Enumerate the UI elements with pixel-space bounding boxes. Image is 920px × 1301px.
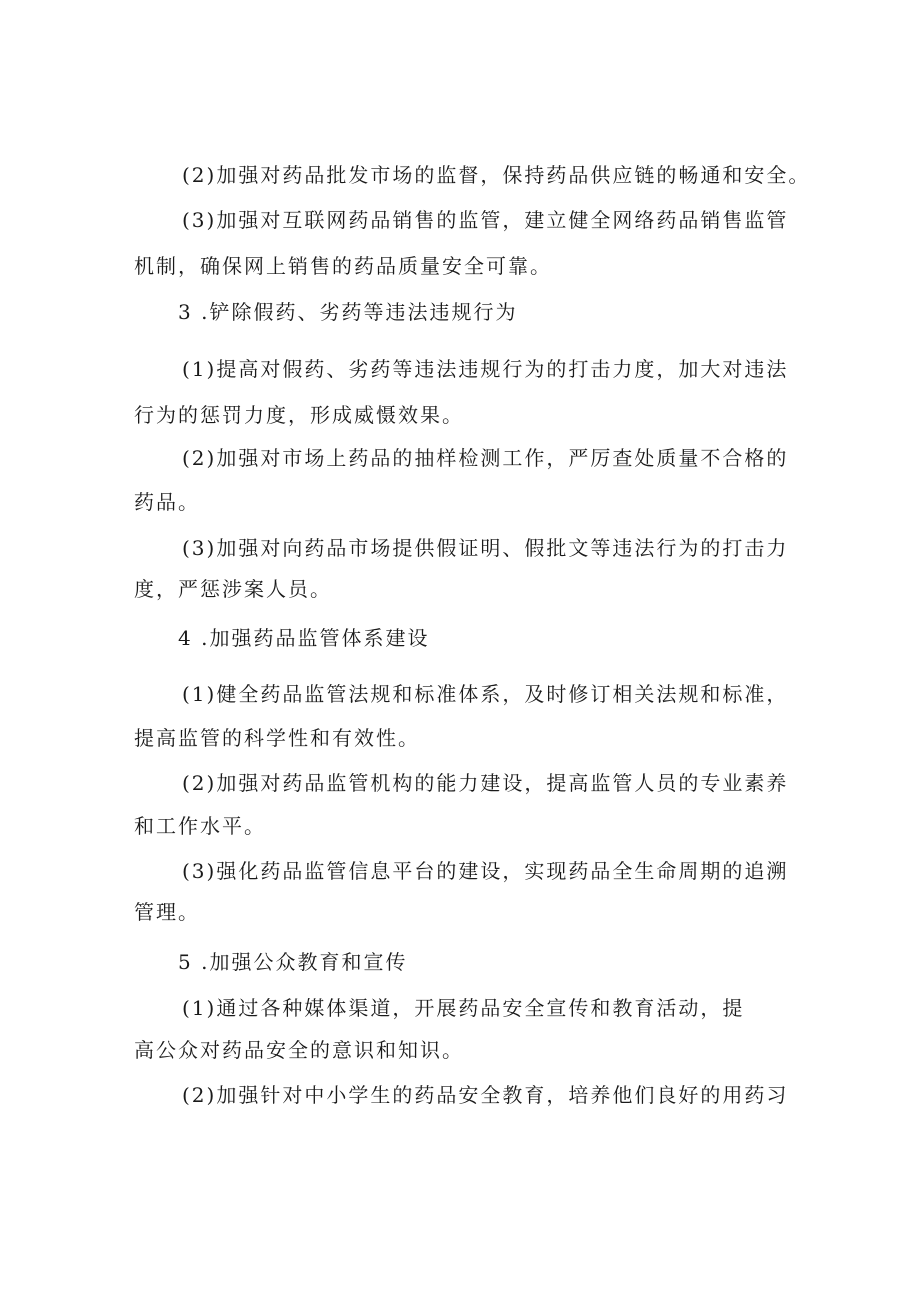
paragraph-line: (1)提高对假药、劣药等违法违规行为的打击力度，加大对违法 (182, 357, 789, 381)
paragraph-line: 高公众对药品安全的意识和知识。 (134, 1038, 464, 1062)
paragraph-line: 度，严惩涉案人员。 (134, 577, 332, 601)
paragraph-line: 药品。 (134, 490, 200, 514)
paragraph-line: (3)加强对互联网药品销售的监管，建立健全网络药品销售监管 (182, 208, 789, 232)
paragraph-line: (2)加强对市场上药品的抽样检测工作，严厉查处质量不合格的 (182, 446, 789, 470)
paragraph-line: (3)强化药品监管信息平台的建设，实现药品全生命周期的追溯 (182, 859, 789, 883)
paragraph-line: (3)加强对向药品市场提供假证明、假批文等违法行为的打击力 (182, 536, 789, 560)
paragraph-line: 提高监管的科学性和有效性。 (134, 726, 420, 750)
paragraph-line: (2)加强对药品批发市场的监督，保持药品供应链的畅通和安全。 (182, 163, 811, 187)
section-heading-4: 4 .加强药品监管体系建设 (178, 626, 430, 650)
paragraph-line: 行为的惩罚力度，形成威慑效果。 (134, 403, 464, 427)
section-heading-5: 5 .加强公众教育和宣传 (178, 950, 408, 974)
section-heading-3: 3 .铲除假药、劣药等违法违规行为 (178, 300, 518, 324)
paragraph-line: (2)加强对药品监管机构的能力建设，提高监管人员的专业素养 (182, 771, 789, 795)
paragraph-line: (2)加强针对中小学生的药品安全教育，培养他们良好的用药习 (182, 1083, 789, 1107)
paragraph-line: (1)通过各种媒体渠道，开展药品安全宣传和教育活动，提 (182, 996, 745, 1020)
paragraph-line: 和工作水平。 (134, 814, 266, 838)
paragraph-line: 管理。 (134, 900, 200, 924)
paragraph-line: 机制，确保网上销售的药品质量安全可靠。 (134, 254, 552, 278)
paragraph-line: (1)健全药品监管法规和标准体系，及时修订相关法规和标准， (182, 682, 789, 706)
